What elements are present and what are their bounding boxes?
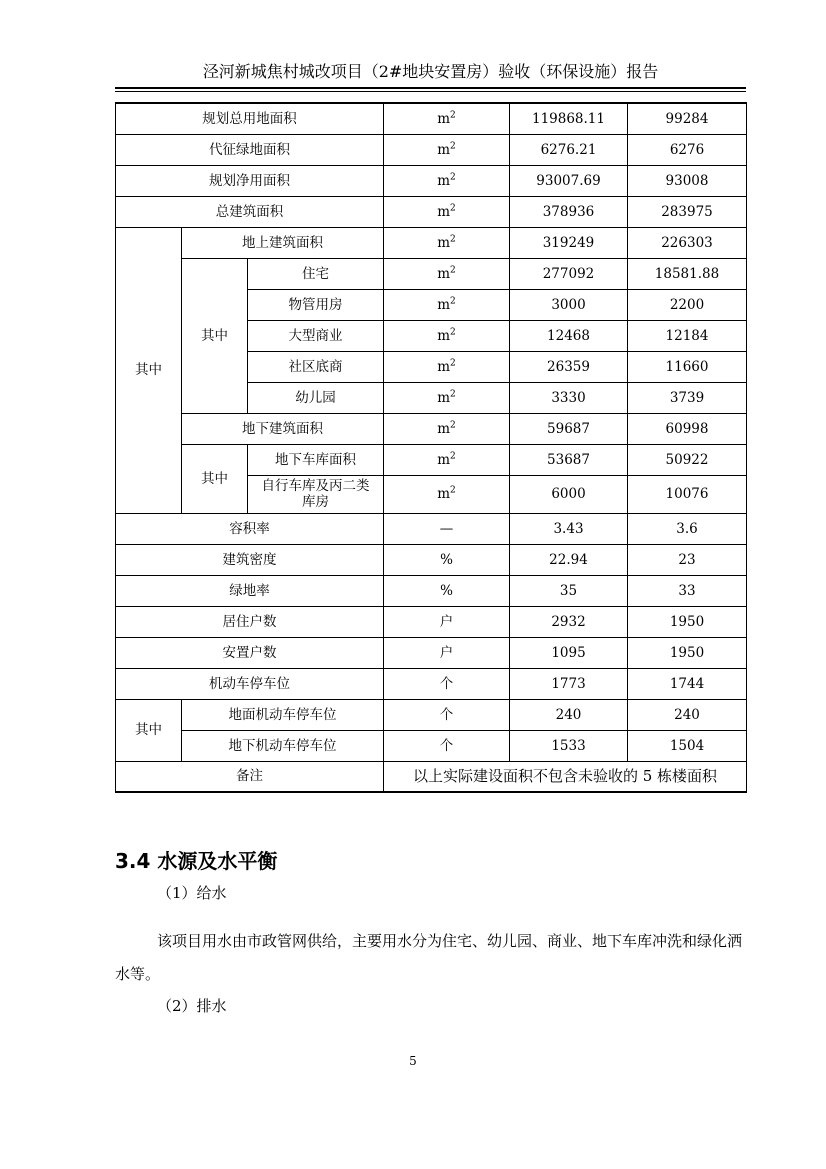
row-label: 建筑密度 — [116, 544, 384, 575]
row-actual: 60998 — [628, 413, 747, 444]
row-actual: 3739 — [628, 382, 747, 413]
row-actual: 11660 — [628, 351, 747, 382]
header-rule-thin — [115, 91, 746, 92]
page-number: 5 — [409, 1054, 417, 1068]
table-row — [116, 258, 747, 289]
row-label: 机动车停车位 — [116, 668, 384, 699]
row-label: 住宅 — [248, 258, 384, 289]
row-actual: 99284 — [628, 103, 747, 134]
row-label: 容积率 — [116, 513, 384, 544]
row-unit: $m^2$ — [384, 227, 510, 258]
row-unit: % — [384, 575, 510, 606]
table-row — [116, 544, 747, 575]
row-label: 地上建筑面积 — [182, 227, 384, 258]
table-row — [116, 227, 747, 258]
row-label: 大型商业 — [248, 320, 384, 351]
row-planned: 3.43 — [510, 513, 628, 544]
group-label: 其中 — [116, 699, 182, 761]
row-planned: 35 — [510, 575, 628, 606]
row-label: 地下建筑面积 — [182, 413, 384, 444]
supply-text: 该项目用水由市政管网供给，主要用水分为住宅、幼儿园、商业、地下车库冲洗和绿化洒水等。 — [115, 932, 743, 983]
row-label: 规划净用面积 — [116, 165, 384, 196]
row-unit: $m^2$ — [384, 351, 510, 382]
row-label: 地下机动车停车位 — [182, 730, 384, 761]
row-unit: $m^2$ — [384, 320, 510, 351]
row-actual: 283975 — [628, 196, 747, 227]
row-planned: 1773 — [510, 668, 628, 699]
row-label: 居住户数 — [116, 606, 384, 637]
row-planned: 2932 — [510, 606, 628, 637]
table-row — [116, 513, 747, 544]
table-row — [116, 444, 747, 475]
row-unit: 个 — [384, 699, 510, 730]
row-unit: $m^2$ — [384, 382, 510, 413]
row-unit: 户 — [384, 606, 510, 637]
row-actual: 2200 — [628, 289, 747, 320]
row-actual: 12184 — [628, 320, 747, 351]
row-planned: 3000 — [510, 289, 628, 320]
table-row — [116, 575, 747, 606]
row-unit: 户 — [384, 637, 510, 668]
row-actual: 240 — [628, 699, 747, 730]
row-label: 规划总用地面积 — [116, 103, 384, 134]
row-label: 地下车库面积 — [248, 444, 384, 475]
row-planned: 378936 — [510, 196, 628, 227]
row-label: 安置户数 — [116, 637, 384, 668]
row-planned: 22.94 — [510, 544, 628, 575]
row-planned: 1533 — [510, 730, 628, 761]
table-row — [116, 134, 747, 165]
table-row — [116, 761, 747, 792]
table-row — [116, 103, 747, 134]
row-planned: 6000 — [510, 475, 628, 513]
row-unit: $m^2$ — [384, 258, 510, 289]
table-row — [116, 413, 747, 444]
row-planned: 59687 — [510, 413, 628, 444]
row-actual: 50922 — [628, 444, 747, 475]
row-unit: $m^2$ — [384, 444, 510, 475]
table-row — [116, 165, 747, 196]
row-planned: 1095 — [510, 637, 628, 668]
row-planned: 3330 — [510, 382, 628, 413]
row-planned: 6276.21 — [510, 134, 628, 165]
row-label: 代征绿地面积 — [116, 134, 384, 165]
table-row — [116, 730, 747, 761]
row-actual: 23 — [628, 544, 747, 575]
supply-heading: （1）给水 — [157, 884, 227, 902]
row-unit: $m^2$ — [384, 413, 510, 444]
row-unit: $m^2$ — [384, 196, 510, 227]
drain-heading: （2）排水 — [157, 997, 227, 1015]
row-actual: 93008 — [628, 165, 747, 196]
row-actual: 6276 — [628, 134, 747, 165]
row-actual: 1744 — [628, 668, 747, 699]
row-actual: 3.6 — [628, 513, 747, 544]
row-planned: 93007.69 — [510, 165, 628, 196]
row-planned: 240 — [510, 699, 628, 730]
data-table — [115, 102, 747, 793]
row-label: 幼儿园 — [248, 382, 384, 413]
row-actual: 226303 — [628, 227, 747, 258]
row-label: 地面机动车停车位 — [182, 699, 384, 730]
row-planned: 277092 — [510, 258, 628, 289]
group-label: 其中 — [116, 227, 182, 513]
row-unit: $m^2$ — [384, 289, 510, 320]
row-unit: $m^2$ — [384, 134, 510, 165]
row-actual: 1504 — [628, 730, 747, 761]
row-label: 绿地率 — [116, 575, 384, 606]
row-planned: 26359 — [510, 351, 628, 382]
row-unit: 个 — [384, 730, 510, 761]
table-row — [116, 668, 747, 699]
table-row — [116, 606, 747, 637]
row-actual: 33 — [628, 575, 747, 606]
row-label: 物管用房 — [248, 289, 384, 320]
row-label: 备注 — [116, 761, 384, 792]
row-planned: 119868.11 — [510, 103, 628, 134]
row-planned: 53687 — [510, 444, 628, 475]
row-actual: 18581.88 — [628, 258, 747, 289]
row-label: 社区底商 — [248, 351, 384, 382]
row-unit: 个 — [384, 668, 510, 699]
header-rule — [115, 87, 746, 89]
row-actual: 1950 — [628, 606, 747, 637]
section-title: 3.4 水源及水平衡 — [115, 849, 278, 873]
row-unit: $m^2$ — [384, 475, 510, 513]
row-unit: $m^2$ — [384, 165, 510, 196]
row-unit: $m^2$ — [384, 103, 510, 134]
subgroup-label: 其中 — [182, 444, 248, 513]
remark-text: 以上实际建设面积不包含未验收的 5 栋楼面积 — [384, 761, 747, 792]
row-unit: — — [384, 513, 510, 544]
row-label: 自行车库及丙二类 库房 — [248, 475, 384, 513]
row-unit: % — [384, 544, 510, 575]
table-row — [116, 699, 747, 730]
row-planned: 12468 — [510, 320, 628, 351]
row-actual: 1950 — [628, 637, 747, 668]
row-planned: 319249 — [510, 227, 628, 258]
row-label: 总建筑面积 — [116, 196, 384, 227]
row-actual: 10076 — [628, 475, 747, 513]
page-header: 泾河新城焦村城改项目（2#地块安置房）验收（环保设施）报告 — [202, 62, 659, 81]
table-row — [116, 637, 747, 668]
table-row — [116, 196, 747, 227]
subgroup-label: 其中 — [182, 258, 248, 413]
